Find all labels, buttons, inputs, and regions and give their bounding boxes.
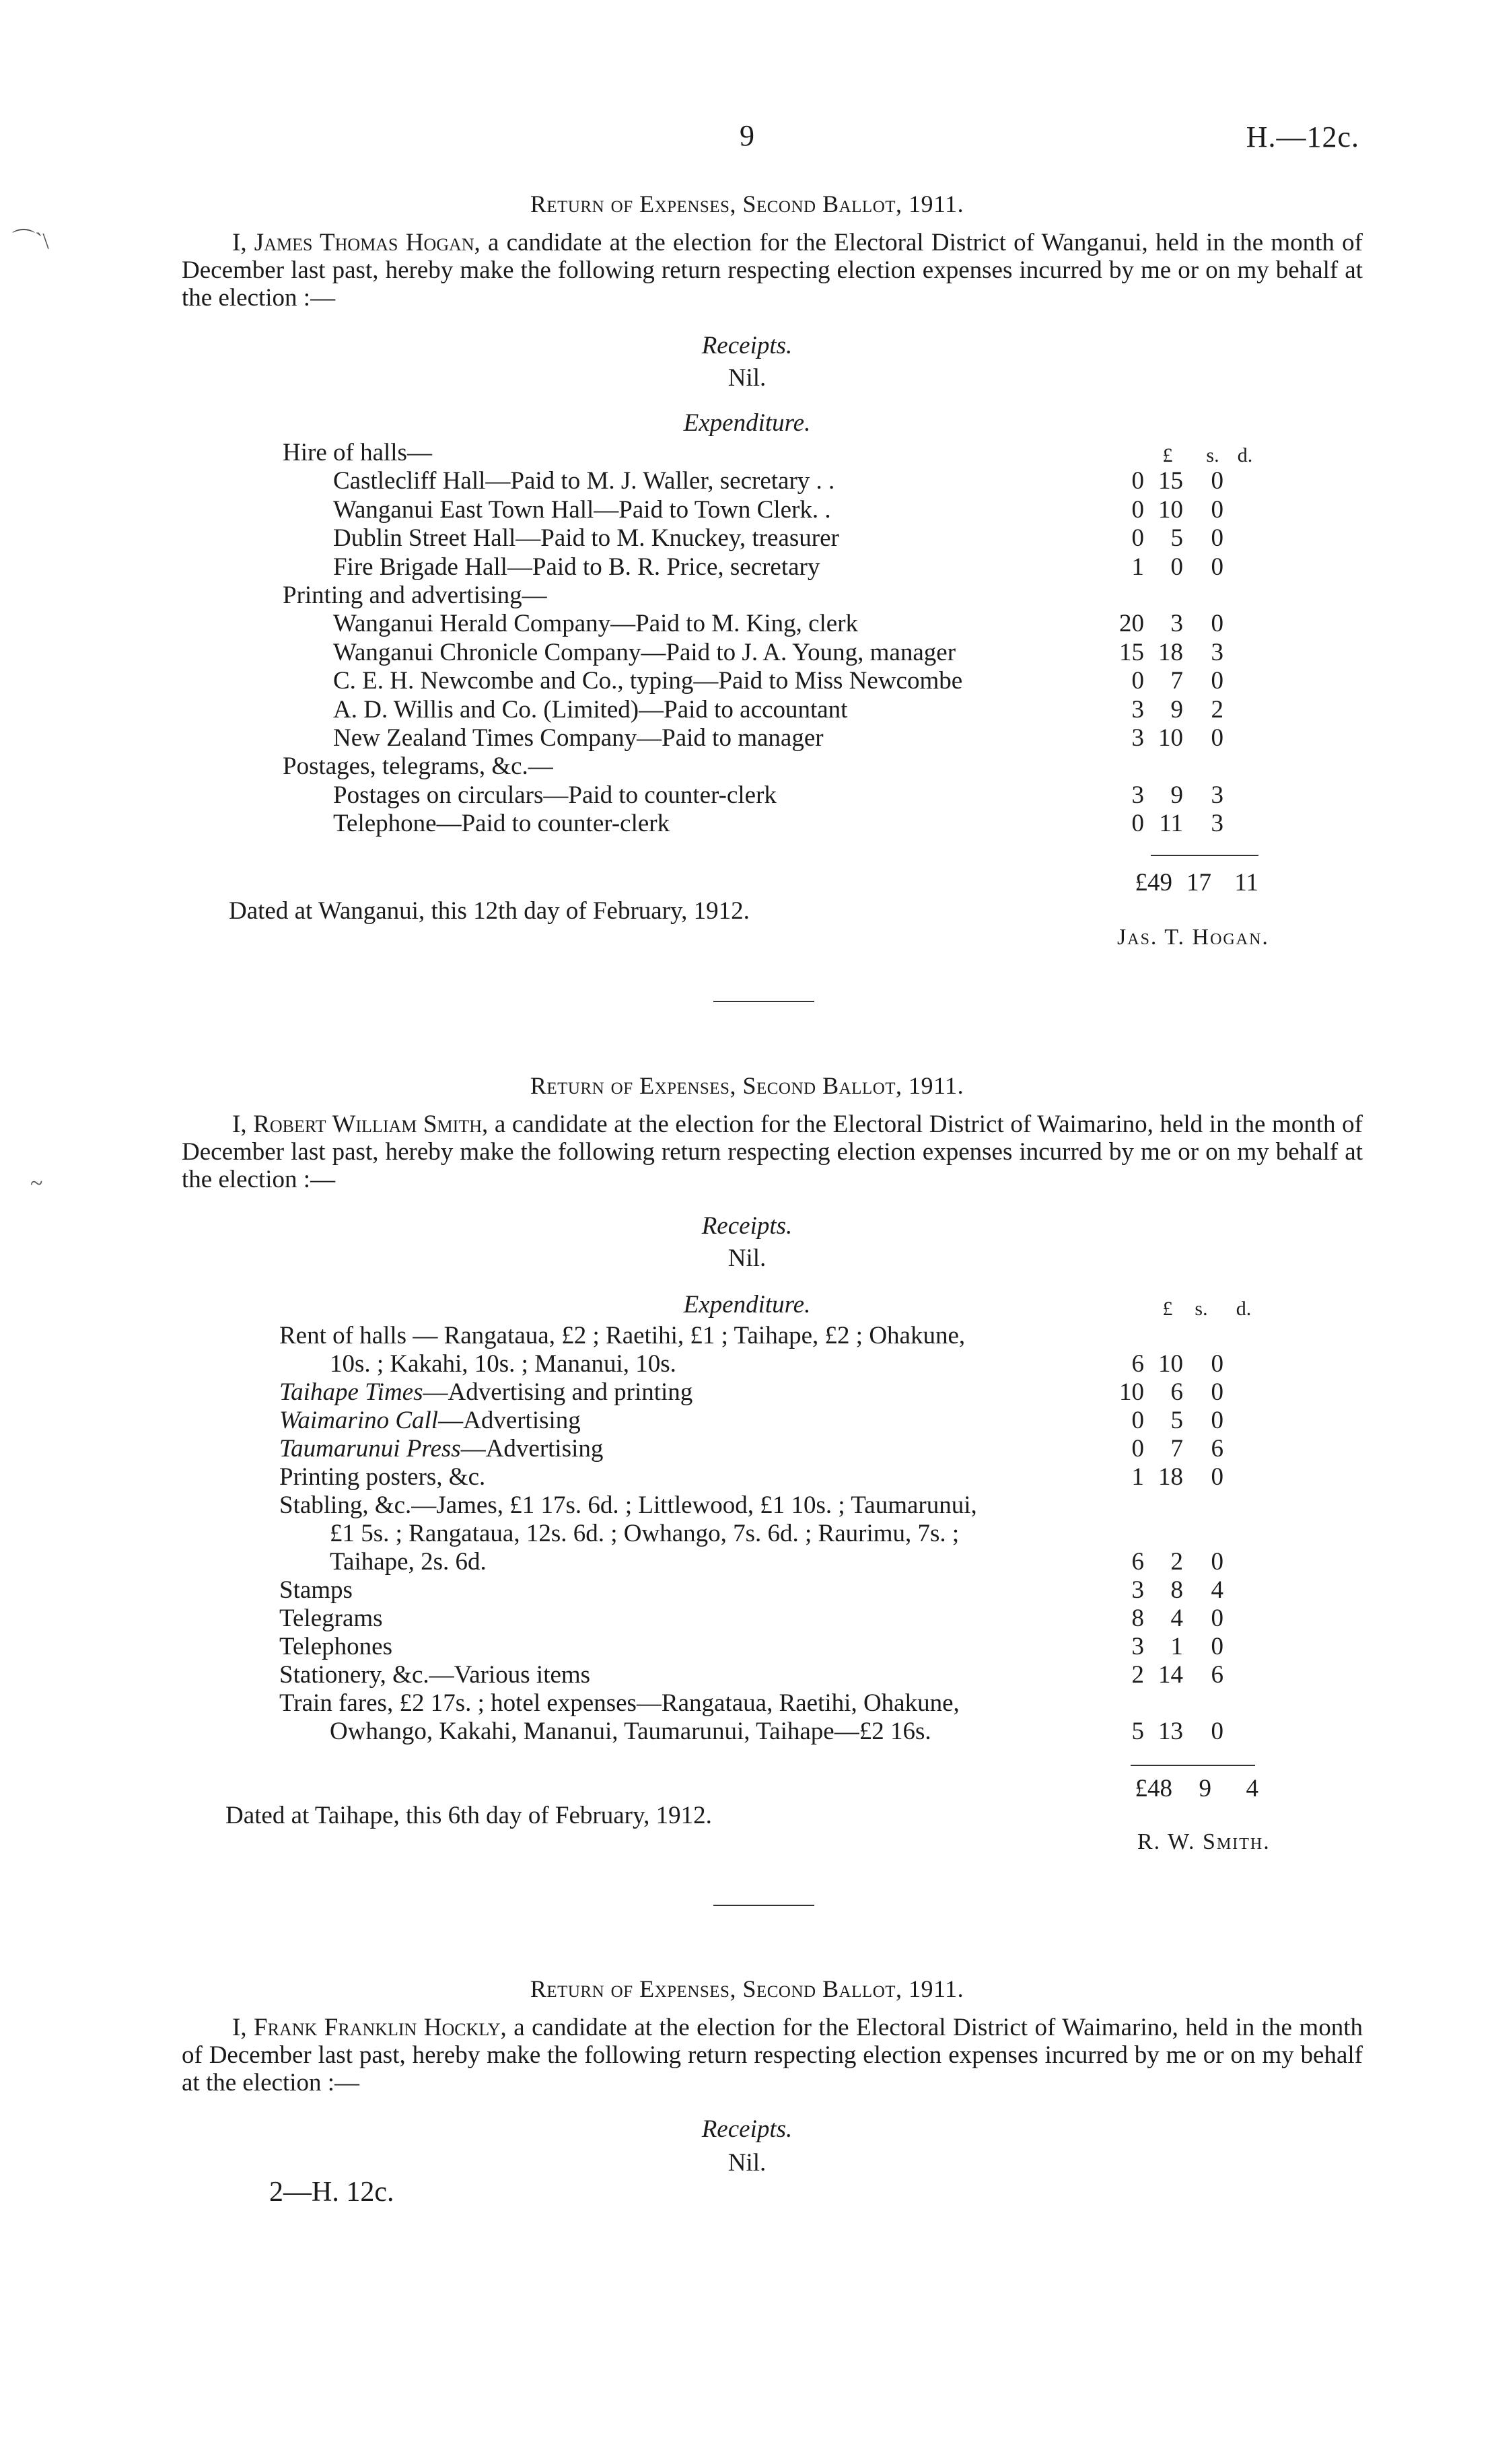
section-2-total-rule (1131, 1765, 1255, 1766)
footer-signature-mark: 2—H. 12c. (269, 2177, 394, 2208)
expenditure-row (279, 1463, 1265, 1491)
amount-s: 2 (1170, 1548, 1183, 1576)
candidate-name: Robert William Smith (253, 1111, 482, 1138)
expenditure-row (333, 696, 1265, 724)
expenditure-row (330, 1548, 1265, 1576)
expenditure-row (333, 810, 1265, 838)
amount-d: 0 (1211, 553, 1223, 581)
amount-d: 0 (1211, 1605, 1223, 1632)
section-3-receipts-value: Nil. (727, 2149, 767, 2177)
expenditure-description: Printing and advertising— (283, 582, 547, 609)
amount-l: 0 (1131, 496, 1144, 524)
section-2-dated: Dated at Taihape, this 6th day of February, 1912. (225, 1802, 712, 1829)
expenditure-row (279, 1491, 1265, 1520)
document-reference: H.—12c. (1246, 120, 1359, 153)
amount-s: 10 (1158, 724, 1183, 752)
section-divider (713, 1905, 814, 1906)
section-divider (713, 1001, 814, 1002)
amount-d: 0 (1211, 1633, 1223, 1660)
expenditure-description: Waimarino Call—Advertising (279, 1407, 581, 1434)
expenditure-row (333, 467, 1265, 495)
expenditure-description: Stabling, &c.—James, £1 17s. 6d. ; Littlewood, £1 10s. ; Taumarunui, (279, 1491, 977, 1519)
amount-s: 0 (1170, 553, 1183, 581)
section-2-heading: Return of Expenses, Second Ballot, 1911. (530, 1072, 964, 1099)
amount-l: 3 (1131, 724, 1144, 752)
amount-s: 10 (1158, 496, 1183, 524)
expenditure-description: Owhango, Kakahi, Mananui, Taumarunui, Taihape—£2 16s. (330, 1718, 931, 1745)
amount-l: 2 (1131, 1661, 1144, 1689)
amount-s: 15 (1158, 467, 1183, 495)
amount-s: 18 (1158, 639, 1183, 666)
expenditure-description: Wanganui Chronicle Company—Paid to J. A. Young, manager (333, 639, 956, 666)
expenditure-description: Telephones (279, 1633, 392, 1660)
candidate-name: James Thomas Hogan (254, 229, 474, 256)
amount-s: 13 (1158, 1718, 1183, 1745)
expenditure-description: C. E. H. Newcombe and Co., typing—Paid to Miss Newcombe (333, 667, 963, 695)
section-2-signature: R. W. Smith. (1137, 1829, 1271, 1854)
amount-l: 0 (1131, 667, 1144, 695)
expenditure-row (333, 553, 1265, 582)
amount-s: 18 (1158, 1463, 1183, 1491)
expenditure-description: £1 5s. ; Rangataua, 12s. 6d. ; Owhango, 7s. 6d. ; Raurimu, 7s. ; (330, 1520, 960, 1547)
amount-d: 0 (1211, 1548, 1223, 1576)
expenditure-row (279, 1435, 1265, 1463)
amount-d: 0 (1211, 724, 1223, 752)
expenditure-description: Taumarunui Press—Advertising (279, 1435, 604, 1463)
section-1-dated: Dated at Wanganui, this 12th day of February, 1912. (229, 897, 750, 925)
section-2-receipts-value: Nil. (727, 1244, 767, 1272)
expenditure-row (330, 1350, 1265, 1378)
section-2-intro: I, Robert William Smith, a candidate at the election for the Electoral District of Waimarino, held in the month of December last past, hereby make the following return respecting election expenses incurred by me or on my behalf at the election :— (182, 1111, 1363, 1193)
expenditure-description: Postages on circulars—Paid to counter-clerk (333, 781, 777, 809)
expenditure-description: Stamps (279, 1576, 353, 1604)
amount-s: 10 (1158, 1350, 1183, 1378)
amount-d: 0 (1211, 524, 1223, 552)
expenditure-description: Dublin Street Hall—Paid to M. Knuckey, treasurer (333, 524, 839, 552)
amount-d: 0 (1211, 1407, 1223, 1434)
amount-s: 3 (1170, 610, 1183, 637)
expenditure-description: Postages, telegrams, &c.— (283, 752, 553, 780)
section-2-expenditure-label: Expenditure. (683, 1291, 811, 1318)
section-1-total: £49 17 11 (1135, 869, 1258, 896)
amount-l: 15 (1119, 639, 1144, 666)
expenditure-description: Train fares, £2 17s. ; hotel expenses—Rangataua, Raetihi, Ohakune, (279, 1689, 960, 1717)
expenditure-description: Wanganui Herald Company—Paid to M. King, clerk (333, 610, 859, 637)
section-1-heading: Return of Expenses, Second Ballot, 1911. (530, 190, 964, 217)
expenditure-row (279, 1605, 1265, 1633)
expenditure-row (333, 639, 1265, 667)
section-2-receipts-label: Receipts. (701, 1212, 793, 1240)
amount-d: 0 (1211, 610, 1223, 637)
expenditure-row (279, 1689, 1265, 1718)
expenditure-row (283, 752, 1265, 781)
section-1-intro: I, James Thomas Hogan, a candidate at the election for the Electoral District of Wanganui, held in the month of December last past, hereby make the following return respecting election expenses incurred by me or on my behalf at the election :— (182, 229, 1363, 312)
expenditure-description: Taihape, 2s. 6d. (330, 1548, 487, 1576)
page-number: 9 (740, 119, 754, 152)
expenditure-row (279, 1633, 1265, 1661)
expenditure-row (333, 610, 1265, 638)
expenditure-description: Telephone—Paid to counter-clerk (333, 810, 670, 837)
section-1-expenditure-label: Expenditure. (683, 409, 811, 437)
amount-s: 14 (1158, 1661, 1183, 1689)
amount-d: 0 (1211, 1350, 1223, 1378)
amount-l: 8 (1131, 1605, 1144, 1632)
amount-l: 0 (1131, 467, 1144, 495)
expenditure-row (279, 1661, 1265, 1689)
expenditure-row (333, 667, 1265, 695)
amount-l: 3 (1131, 1633, 1144, 1660)
expenditure-description: Stationery, &c.—Various items (279, 1661, 591, 1689)
expenditure-row (279, 1576, 1265, 1605)
expenditure-row (333, 496, 1265, 524)
section-1-column-headers: £ s. d. (1162, 444, 1253, 466)
expenditure-row (330, 1520, 1265, 1548)
amount-l: 1 (1131, 1463, 1144, 1491)
expenditure-description: Printing posters, &c. (279, 1463, 486, 1491)
expenditure-row (279, 1378, 1265, 1407)
section-1-receipts-label: Receipts. (701, 332, 793, 359)
amount-l: 0 (1131, 1435, 1144, 1463)
amount-d: 0 (1211, 496, 1223, 524)
amount-d: 2 (1211, 696, 1223, 724)
amount-s: 9 (1170, 781, 1183, 809)
amount-l: 6 (1131, 1548, 1144, 1576)
amount-s: 5 (1170, 1407, 1183, 1434)
amount-s: 8 (1170, 1576, 1183, 1604)
amount-d: 0 (1211, 1463, 1223, 1491)
amount-l: 1 (1131, 553, 1144, 581)
amount-s: 5 (1170, 524, 1183, 552)
amount-l: 3 (1131, 696, 1144, 724)
expenditure-description: Wanganui East Town Hall—Paid to Town Clerk. . (333, 496, 831, 524)
expenditure-description: A. D. Willis and Co. (Limited)—Paid to accountant (333, 696, 848, 724)
amount-d: 3 (1211, 639, 1223, 666)
expenditure-description: Taihape Times—Advertising and printing (279, 1378, 693, 1406)
amount-s: 1 (1170, 1633, 1183, 1660)
expenditure-row (330, 1718, 1265, 1746)
section-1-receipts-value: Nil. (727, 364, 767, 392)
amount-s: 6 (1170, 1378, 1183, 1406)
amount-l: 0 (1131, 1407, 1144, 1434)
amount-d: 6 (1211, 1435, 1223, 1463)
amount-l: 0 (1131, 524, 1144, 552)
amount-d: 0 (1211, 467, 1223, 495)
amount-s: 7 (1170, 1435, 1183, 1463)
section-3-heading: Return of Expenses, Second Ballot, 1911. (530, 1975, 964, 2002)
expenditure-row (333, 724, 1265, 752)
candidate-name: Frank Franklin Hockly (254, 2014, 501, 2041)
section-1-signature: Jas. T. Hogan. (1117, 925, 1269, 950)
expenditure-description: Castlecliff Hall—Paid to M. J. Waller, secretary . . (333, 467, 835, 495)
expenditure-row (283, 439, 1265, 467)
expenditure-description: New Zealand Times Company—Paid to manager (333, 724, 824, 752)
amount-s: 7 (1170, 667, 1183, 695)
amount-l: 20 (1119, 610, 1144, 637)
amount-d: 0 (1211, 1718, 1223, 1745)
section-1-total-rule (1151, 855, 1258, 856)
amount-l: 5 (1131, 1718, 1144, 1745)
section-3-receipts-label: Receipts. (701, 2115, 793, 2143)
expenditure-description: Rent of halls — Rangataua, £2 ; Raetihi, £1 ; Taihape, £2 ; Ohakune, (279, 1322, 966, 1349)
expenditure-description: Fire Brigade Hall—Paid to B. R. Price, secretary (333, 553, 820, 581)
expenditure-row (333, 781, 1265, 810)
amount-d: 3 (1211, 781, 1223, 809)
section-2-total: £48 9 4 (1135, 1775, 1258, 1802)
amount-d: 3 (1211, 810, 1223, 837)
amount-d: 4 (1211, 1576, 1223, 1604)
expenditure-row (279, 1322, 1265, 1350)
expenditure-description: 10s. ; Kakahi, 10s. ; Mananui, 10s. (330, 1350, 676, 1378)
amount-s: 9 (1170, 696, 1183, 724)
amount-l: 6 (1131, 1350, 1144, 1378)
expenditure-description: Telegrams (279, 1605, 383, 1632)
expenditure-row (283, 582, 1265, 610)
section-3-intro: I, Frank Franklin Hockly, a candidate at the election for the Electoral District of Waimarino, held in the month of December last past, hereby make the following return respecting election expenses incurred by me or on my behalf at the election :— (182, 2014, 1363, 2097)
expenditure-row (279, 1407, 1265, 1435)
expenditure-description: Hire of halls— (283, 439, 432, 466)
amount-l: 10 (1119, 1378, 1144, 1406)
amount-l: 0 (1131, 810, 1144, 837)
amount-s: 4 (1170, 1605, 1183, 1632)
amount-s: 11 (1159, 810, 1183, 837)
expenditure-row (333, 524, 1265, 553)
amount-l: 3 (1131, 1576, 1144, 1604)
section-2-column-headers: £ s. d. (1162, 1298, 1252, 1320)
scan-mark: ⌒`\ (12, 229, 49, 254)
amount-l: 3 (1131, 781, 1144, 809)
scan-mark: ~ (30, 1171, 43, 1196)
amount-d: 0 (1211, 1378, 1223, 1406)
amount-d: 6 (1211, 1661, 1223, 1689)
amount-d: 0 (1211, 667, 1223, 695)
